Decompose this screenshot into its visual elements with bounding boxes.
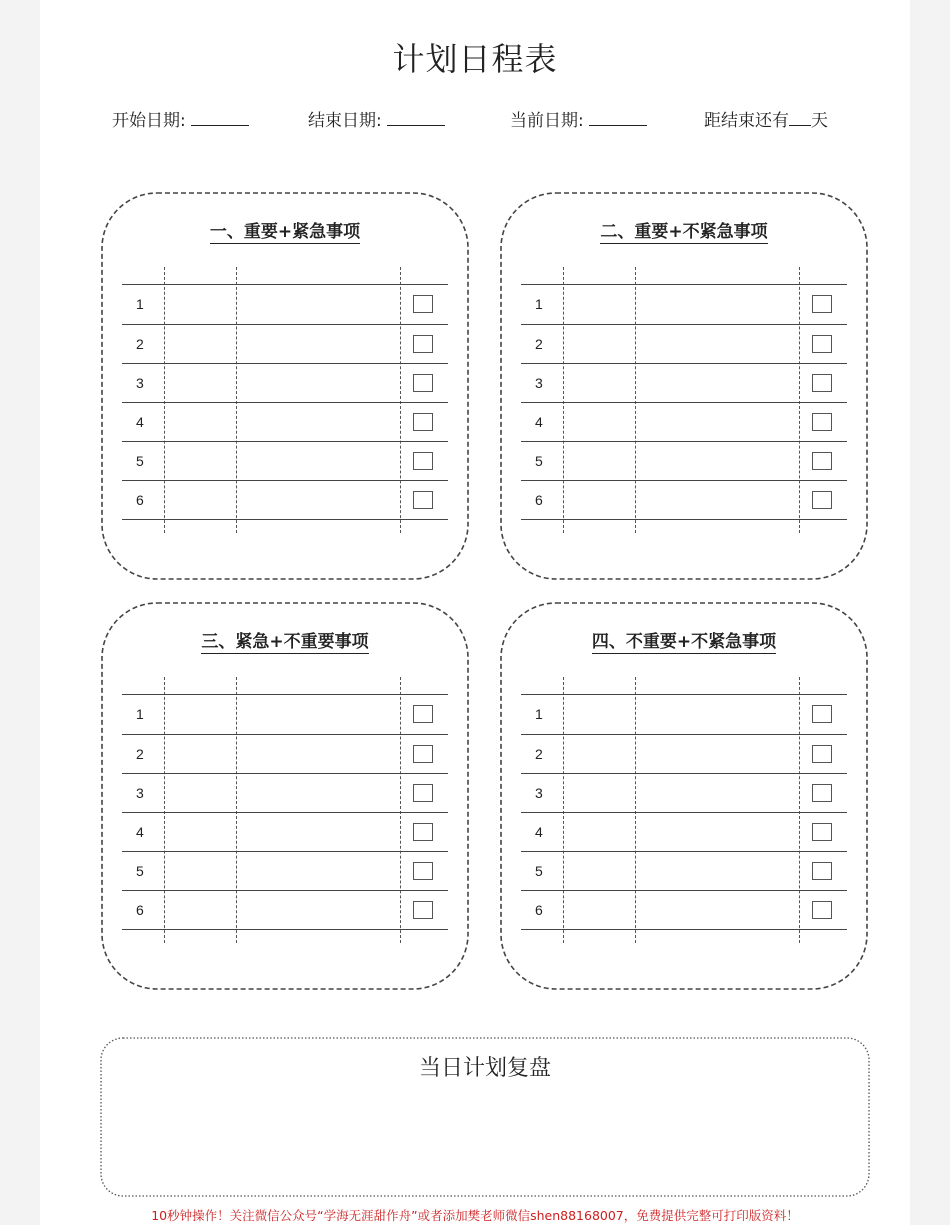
row-number: 3 (535, 375, 543, 391)
row-divider (521, 812, 847, 813)
start-date-blank[interactable] (191, 111, 249, 126)
row-number: 1 (136, 296, 144, 312)
page-title: 计划日程表 (392, 40, 558, 78)
row-divider (521, 402, 847, 403)
quadrant-title (499, 217, 869, 242)
task-checkbox[interactable] (413, 862, 433, 880)
current-date-blank[interactable] (589, 111, 647, 126)
row-number: 1 (535, 706, 543, 722)
row-divider (122, 812, 448, 813)
task-checkbox[interactable] (812, 862, 832, 880)
row-divider (122, 363, 448, 364)
task-table (521, 677, 847, 943)
row-number: 4 (136, 824, 144, 840)
task-checkbox[interactable] (413, 452, 433, 470)
task-checkbox[interactable] (413, 784, 433, 802)
task-table (122, 267, 448, 533)
quadrant-title-text: 三、紧急+不重要事项 (201, 632, 369, 652)
row-divider (521, 324, 847, 325)
row-number: 6 (535, 492, 543, 508)
column-divider (635, 267, 636, 533)
row-number: 5 (535, 863, 543, 879)
remaining-days-field (704, 106, 828, 131)
column-divider (799, 267, 800, 533)
quadrant-title-text: 一、重要+紧急事项 (209, 222, 361, 242)
row-divider (521, 773, 847, 774)
task-checkbox[interactable] (413, 705, 433, 723)
row-number: 5 (136, 453, 144, 469)
quadrant-title (100, 217, 470, 242)
task-table (122, 677, 448, 943)
row-number: 1 (136, 706, 144, 722)
row-divider (521, 694, 847, 695)
task-checkbox[interactable] (812, 901, 832, 919)
column-divider (799, 677, 800, 943)
end-date-label: 结束日期: (308, 111, 382, 131)
task-checkbox[interactable] (812, 452, 832, 470)
task-checkbox[interactable] (413, 823, 433, 841)
row-divider (122, 441, 448, 442)
row-number: 2 (535, 336, 543, 352)
task-checkbox[interactable] (413, 491, 433, 509)
task-checkbox[interactable] (812, 374, 832, 392)
row-number: 3 (535, 785, 543, 801)
row-divider (521, 441, 847, 442)
row-divider (122, 480, 448, 481)
task-checkbox[interactable] (812, 491, 832, 509)
row-number: 5 (136, 863, 144, 879)
task-checkbox[interactable] (413, 374, 433, 392)
row-divider (122, 324, 448, 325)
row-divider (521, 734, 847, 735)
task-checkbox[interactable] (812, 745, 832, 763)
start-date-label: 开始日期: (112, 111, 186, 131)
remaining-days-blank[interactable] (789, 111, 811, 126)
row-number: 6 (136, 902, 144, 918)
row-divider (521, 284, 847, 285)
remaining-days-label: 距结束还有 (704, 111, 789, 131)
task-checkbox[interactable] (413, 413, 433, 431)
task-checkbox[interactable] (812, 823, 832, 841)
row-divider (122, 694, 448, 695)
current-date-label: 当前日期: (510, 111, 584, 131)
row-divider (122, 734, 448, 735)
row-number: 3 (136, 375, 144, 391)
end-date-field (308, 106, 445, 131)
column-divider (164, 267, 165, 533)
quadrant-urgent-not-important (100, 601, 470, 991)
quadrant-title-text: 二、重要+不紧急事项 (600, 222, 768, 242)
row-number: 4 (136, 414, 144, 430)
column-divider (563, 677, 564, 943)
column-divider (635, 677, 636, 943)
column-divider (164, 677, 165, 943)
quadrant-title-text: 四、不重要+不紧急事项 (591, 632, 777, 652)
quadrant-not-important-not-urgent (499, 601, 869, 991)
row-divider (521, 519, 847, 520)
row-divider (521, 929, 847, 930)
end-date-blank[interactable] (387, 111, 445, 126)
row-divider (122, 929, 448, 930)
quadrant-important-not-urgent (499, 191, 869, 581)
column-divider (236, 677, 237, 943)
start-date-field (112, 106, 249, 131)
task-checkbox[interactable] (413, 901, 433, 919)
task-checkbox[interactable] (812, 705, 832, 723)
row-divider (122, 402, 448, 403)
row-number: 6 (136, 492, 144, 508)
column-divider (400, 677, 401, 943)
task-checkbox[interactable] (413, 335, 433, 353)
review-title: 当日计划复盘 (418, 1056, 551, 1081)
quadrant-title (499, 627, 869, 652)
row-number: 3 (136, 785, 144, 801)
column-divider (236, 267, 237, 533)
daily-review-box[interactable] (100, 1037, 870, 1197)
row-number: 2 (136, 336, 144, 352)
row-number: 6 (535, 902, 543, 918)
row-number: 2 (535, 746, 543, 762)
row-divider (521, 851, 847, 852)
task-checkbox[interactable] (812, 784, 832, 802)
task-checkbox[interactable] (812, 295, 832, 313)
task-checkbox[interactable] (413, 295, 433, 313)
quadrant-urgent-important (100, 191, 470, 581)
remaining-days-unit: 天 (811, 111, 828, 131)
row-divider (122, 890, 448, 891)
row-divider (122, 284, 448, 285)
row-divider (122, 519, 448, 520)
row-divider (122, 773, 448, 774)
task-checkbox[interactable] (812, 335, 832, 353)
row-divider (521, 363, 847, 364)
task-table (521, 267, 847, 533)
row-number: 1 (535, 296, 543, 312)
row-number: 4 (535, 824, 543, 840)
row-number: 4 (535, 414, 543, 430)
footer-note: 10秒钟操作！关注微信公众号“学海无涯甜作舟”或者添加樊老师微信shen88168007，免费提供完整可打印版资料！ (151, 1208, 799, 1223)
task-checkbox[interactable] (413, 745, 433, 763)
row-divider (521, 480, 847, 481)
quadrant-title (100, 627, 470, 652)
row-number: 5 (535, 453, 543, 469)
row-number: 2 (136, 746, 144, 762)
task-checkbox[interactable] (812, 413, 832, 431)
current-date-field (510, 106, 647, 131)
row-divider (122, 851, 448, 852)
column-divider (563, 267, 564, 533)
row-divider (521, 890, 847, 891)
column-divider (400, 267, 401, 533)
